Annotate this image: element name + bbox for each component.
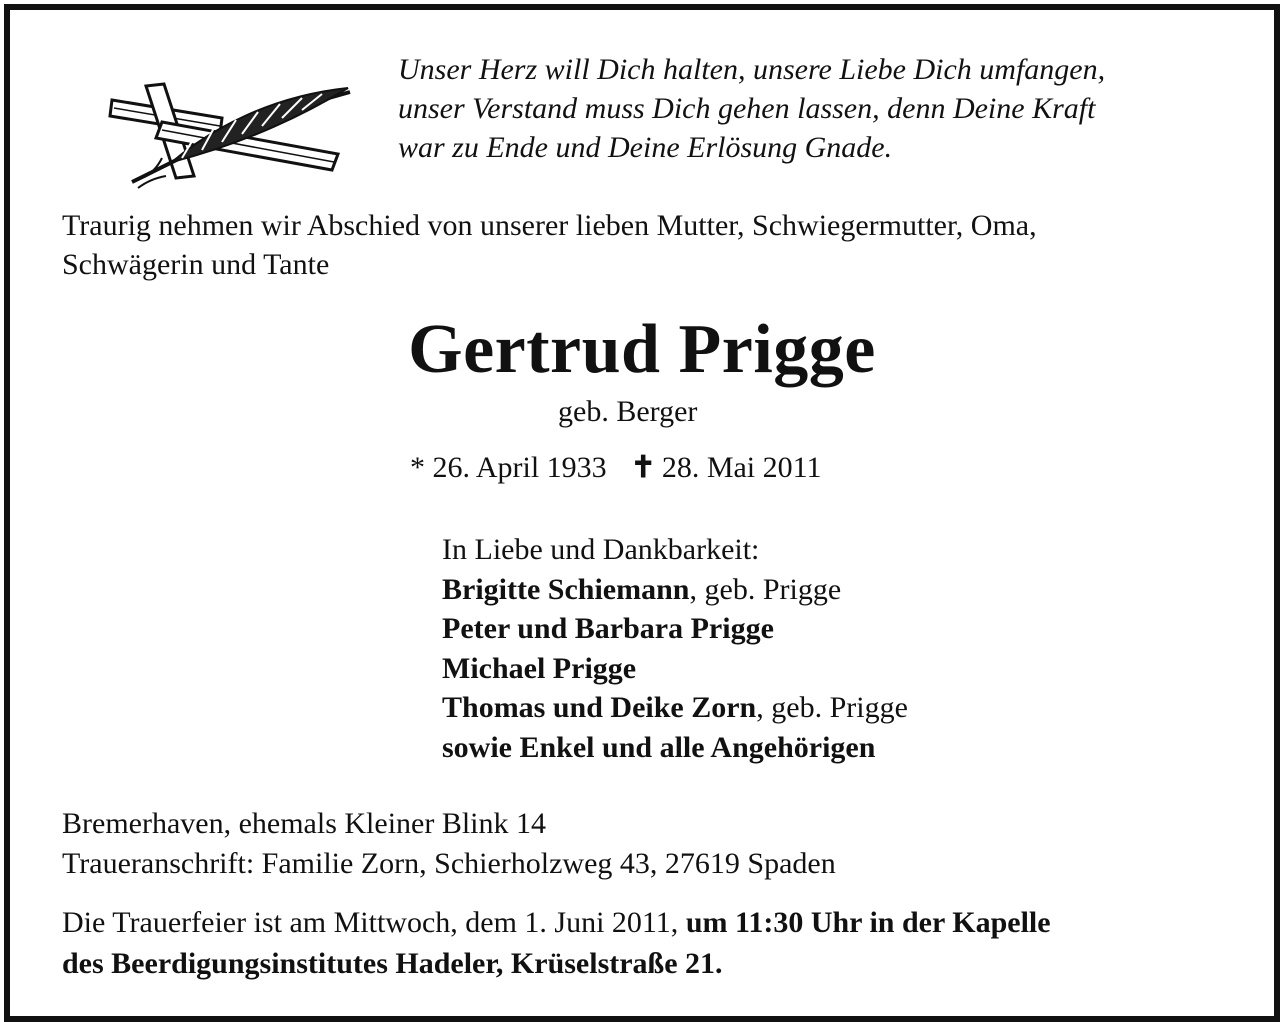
- cross-with-palm-frond-icon: [102, 78, 352, 190]
- farewell-intro: [62, 206, 1037, 284]
- mourner-entry: [442, 649, 908, 689]
- obituary-notice: [4, 4, 1280, 1022]
- service-time-place: um 11:30 Uhr in der Kapelle: [685, 906, 1051, 939]
- memorial-quote: [398, 50, 1105, 167]
- mourner-name: Peter und Barbara Prigge: [442, 612, 774, 646]
- death-cross-icon: ✝: [630, 451, 656, 484]
- service-text: Die Trauerfeier ist am Mittwoch, dem 1. Juni 2011,: [62, 906, 686, 939]
- mourner-name: sowie Enkel und alle Angehörigen: [442, 730, 876, 764]
- address-block: [62, 804, 836, 884]
- intro-line: Schwägerin und Tante: [62, 248, 330, 281]
- mourner-entry: [442, 728, 908, 768]
- quote-line: war zu Ende und Deine Erlösung Gnade.: [398, 131, 893, 164]
- address-line: Bremerhaven, ehemals Kleiner Blink 14: [62, 807, 547, 840]
- deceased-name: Gertrud Prigge: [408, 311, 876, 388]
- mourner-name: Michael Prigge: [442, 651, 637, 685]
- mourners-list: [442, 530, 908, 768]
- birth-date: * 26. April 1933: [410, 451, 607, 484]
- death-date: 28. Mai 2011: [661, 451, 822, 484]
- mourner-note: , geb. Prigge: [689, 572, 842, 606]
- funeral-service-info: [62, 902, 1051, 984]
- mourner-entry: [442, 688, 908, 728]
- service-line: [62, 902, 1051, 943]
- quote-line: Unser Herz will Dich halten, unsere Liebe Dich umfangen,: [398, 53, 1106, 86]
- mourner-note: , geb. Prigge: [756, 691, 908, 725]
- mourner-entry: [442, 609, 908, 649]
- mourner-name: Thomas und Deike Zorn: [442, 691, 757, 725]
- mourner-entry: [442, 570, 908, 610]
- quote-line: unser Verstand muss Dich gehen lassen, denn Deine Kraft: [398, 92, 1096, 125]
- service-line: [62, 943, 1051, 984]
- life-dates: [410, 450, 822, 486]
- address-line: Traueranschrift: Familie Zorn, Schierholzweg 43, 27619 Spaden: [62, 847, 836, 880]
- mourners-intro: In Liebe und Dankbarkeit:: [442, 533, 760, 566]
- maiden-name: geb. Berger: [558, 395, 698, 428]
- mourner-name: Brigitte Schiemann: [442, 572, 690, 606]
- intro-line: Traurig nehmen wir Abschied von unserer lieben Mutter, Schwiegermutter, Oma,: [62, 209, 1037, 242]
- service-venue: des Beerdigungsinstitutes Hadeler, Krüselstraße 21.: [62, 947, 723, 980]
